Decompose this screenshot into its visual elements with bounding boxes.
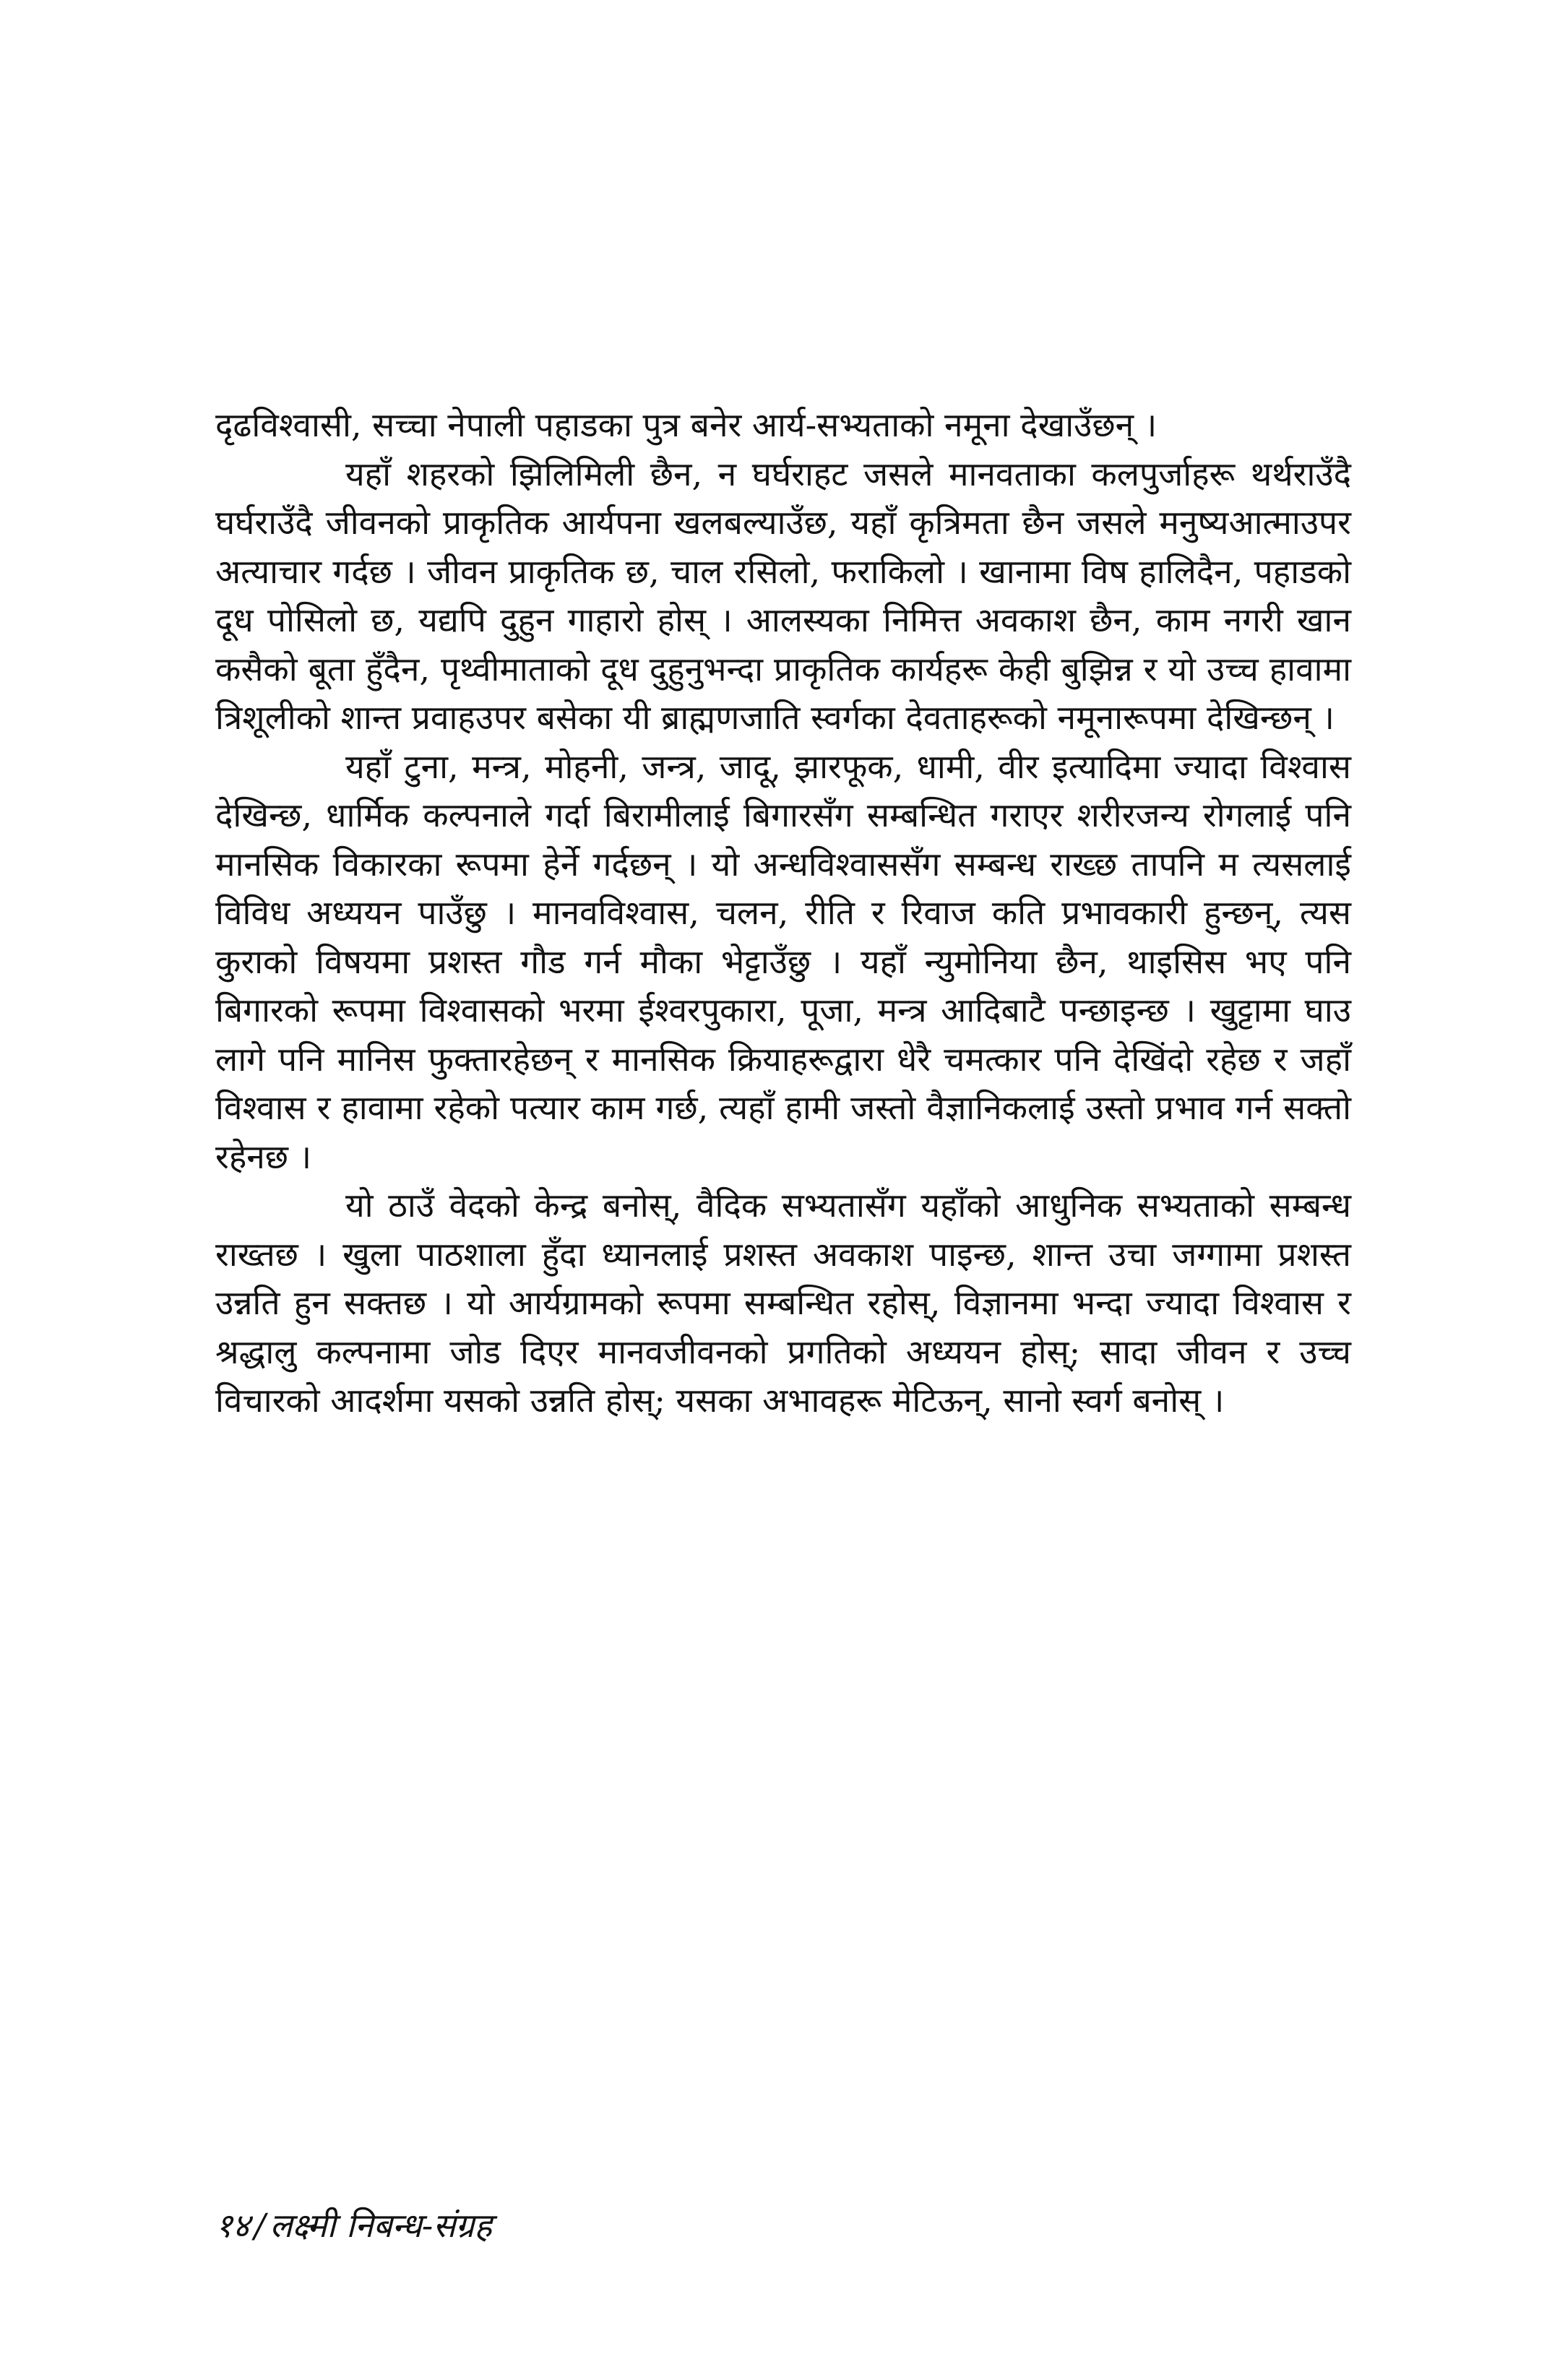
paragraph-1: दृढविश्वासी, सच्चा नेपाली पहाडका पुत्र बनेर आर्य-सभ्यताको नमूना देखाउँछन् । bbox=[215, 405, 1157, 444]
paragraph-4: यो ठाउँ वेदको केन्द्र बनोस्, वैदिक सभ्यतासँग यहाँको आधुनिक सभ्यताको सम्बन्ध राख्तछ । खुला पाठशाला हुँदा ध्यानलाई प्रशस्त अवकाश पाइन्छ, शान्त उचा जग्गामा प्रशस्त उन्नति हुन सक्तछ । यो आर्यग्रामको रूपमा सम्बन्धित रहोस्, विज्ञानमा भन्दा ज्यादा विश्वास र श्रद्धालु कल्पनामा जोड दिएर मानवजीवनको प्रगतिको अध्ययन होस्; सादा जीवन र उच्च विचारको आदर्शमा यसको उन्नति होस्; यसका अभावहरू मेटिऊन्, सानो स्वर्ग बनोस् । bbox=[215, 1186, 1351, 1420]
footer-separator: / bbox=[254, 2206, 266, 2245]
page-number: १४ bbox=[215, 2206, 250, 2245]
essay-body bbox=[215, 401, 1351, 1426]
paragraph-3: यहाँ टुना, मन्त्र, मोहनी, जन्त्र, जादू, झारफूक, धामी, वीर इत्यादिमा ज्यादा विश्वास देखिन्छ, धार्मिक कल्पनाले गर्दा बिरामीलाई बिगारसँग सम्बन्धित गराएर शरीरजन्य रोगलाई पनि मानसिक विकारका रूपमा हेर्ने गर्दछन् । यो अन्धविश्वाससँग सम्बन्ध राख्छ तापनि म त्यसलाई विविध अध्ययन पाउँछु । मानवविश्वास, चलन, रीति र रिवाज कति प्रभावकारी हुन्छन्, त्यस कुराको विषयमा प्रशस्त गौड गर्न मौका भेट्टाउँछु । यहाँ न्युमोनिया छैन, थाइसिस भए पनि बिगारको रूपमा विश्वासको भरमा ईश्वरपुकारा, पूजा, मन्त्र आदिबाटै पन्छाइन्छ । खुट्टामा घाउ लागे पनि मानिस फुक्तारहेछन् र मानसिक क्रियाहरूद्वारा धेरै चमत्कार पनि देखिंदो रहेछ र जहाँ विश्वास र हावामा रहेको पत्यार काम गर्छ, त्यहाँ हामी जस्तो वैज्ञानिकलाई उस्तो प्रभाव गर्न सक्तो रहेनछ । bbox=[215, 746, 1351, 1176]
page-footer bbox=[215, 2204, 492, 2247]
paragraph-2: यहाँ शहरको झिलिमिली छैन, न घर्घराहट जसले मानवताका कलपुर्जाहरू थर्थराउँदै घर्घराउँदै जीवनको प्राकृतिक आर्यपना खलबल्याउँछ, यहाँ कृत्रिमता छैन जसले मनुष्यआत्माउपर अत्याचार गर्दछ । जीवन प्राकृतिक छ, चाल रसिलो, फराकिलो । खानामा विष हालिदैन, पहाडको दूध पोसिलो छ, यद्यपि दुहुन गाहारो होस् । आलस्यका निमित्त अवकाश छैन, काम नगरी खान कसैको बूता हुँदैन, पृथ्वीमाताको दूध दुहुनुभन्दा प्राकृतिक कार्यहरू केही बुझिन्न र यो उच्च हावामा त्रिशूलीको शान्त प्रवाहउपर बसेका यी ब्राह्मणजाति स्वर्गका देवताहरूको नमूनारूपमा देखिन्छन् । bbox=[215, 454, 1351, 737]
book-title: लक्ष्मी निबन्ध-संग्रह bbox=[270, 2206, 492, 2245]
